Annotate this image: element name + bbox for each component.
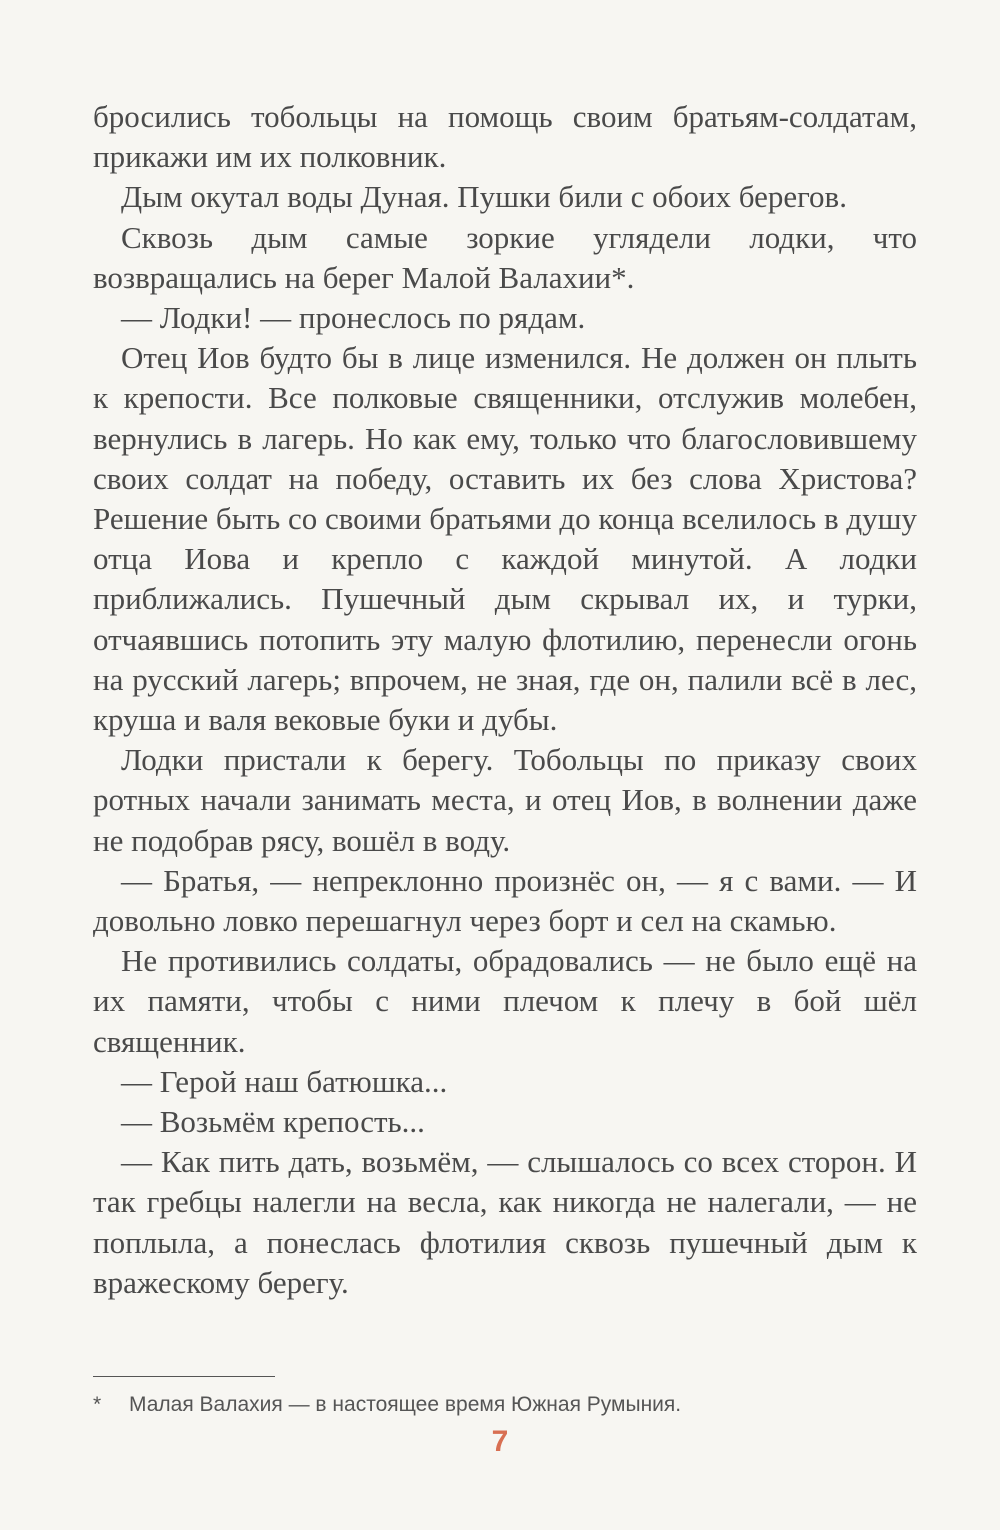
paragraph-6: Лодки пристали к берегу. Тобольцы по приказу своих ротных начали занимать места, и отец Иов, в волнении даже не подобрав рясу, вошёл в воду. [93,742,917,858]
paragraph-9: — Герой наш батюшка... [121,1063,448,1099]
paragraph-11: — Как пить дать, возьмём, — слышалось со всех сторон. И так гребцы налегли на весла, как никогда не налегали, — не поплыла, а понеслась флотилия сквозь пушечный дым к вражескому берегу. [93,1144,917,1300]
paragraph-3: Сквозь дым самые зоркие углядели лодки, что возвращались на берег Малой Валахии*. [93,219,917,295]
paragraph-1: бросились тобольцы на помощь своим братьям-солдатам, прикажи им их полковник. [93,99,917,175]
paragraph-10: — Возьмём крепость... [121,1104,425,1140]
paragraph-4: — Лодки! — пронеслось по рядам. [121,300,586,336]
body-text [93,97,917,1303]
paragraph-2: Дым окутал воды Дуная. Пушки били с обоих берегов. [121,179,847,215]
paragraph-7: — Братья, — непреклонно произнёс он, — я с вами. — И довольно ловко перешагнул через борт и сел на скамью. [93,862,917,939]
footnote-mark: * [93,1393,102,1416]
page-number: 7 [491,1425,509,1458]
paragraph-5: Отец Иов будто бы в лице изменился. Не должен он плыть к крепости. Все полковые священники, отслужив молебен, вернулись в лагерь. Но как ему, только что благословившему своих солдат на победу, оставить их без слова Христова? Решение быть со своими братьями до конца вселилось в душу отца Иова и крепло с каждой минутой. А лодки приближались. Пушечный дым скрывал их, и турки, отчаявшись потопить эту малую флотилию, перенесли огонь на русский лагерь; впрочем, не зная, где он, палили всё в лес, круша и валя вековые буки и дубы. [93,340,917,738]
paragraph-8: Не противились солдаты, обрадовались — не было ещё на их памяти, чтобы с ними плечом к плечу в бой шёл священник. [93,943,917,1059]
footnote-text: Малая Валахия — в настоящее время Южная Румыния. [129,1393,682,1416]
footnote [93,1390,917,1420]
footnote-divider [93,1376,275,1377]
